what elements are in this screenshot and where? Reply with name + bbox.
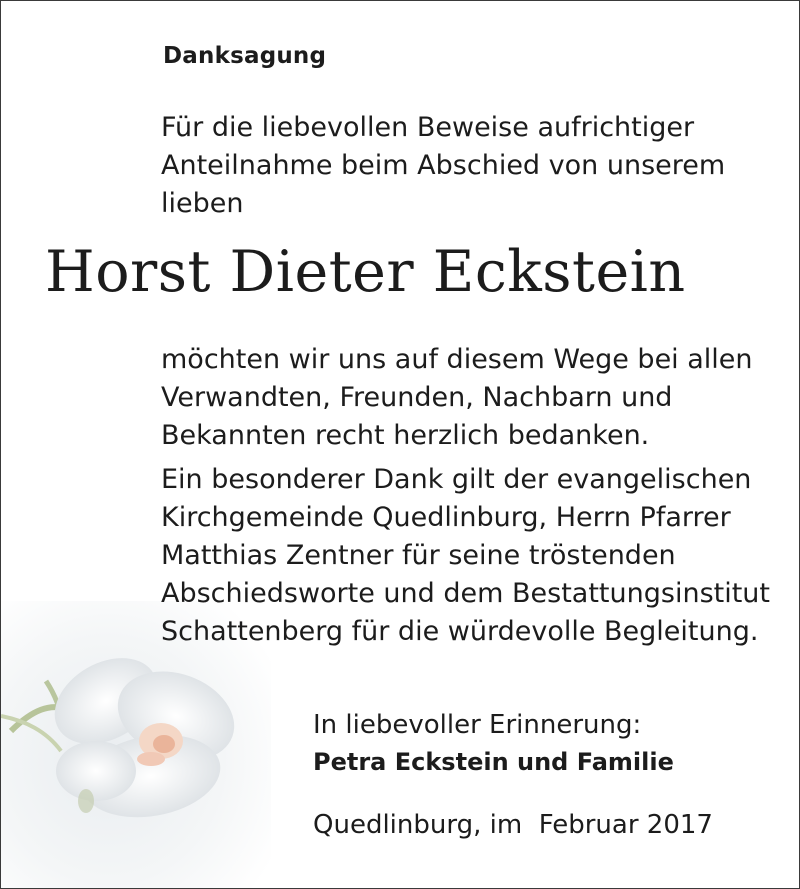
thanks-paragraph: möchten wir uns auf diesem Wege bei allen Verwandten, Freunden, Nachbarn und Bekannten recht herzlich bedanken. [161, 344, 753, 451]
family-signature: Petra Eckstein und Familie [313, 748, 674, 776]
place-date: Quedlinburg, im Februar 2017 [313, 810, 713, 840]
signoff-text: In liebevoller Erinnerung: [313, 710, 642, 740]
deceased-name: Horst Dieter Eckstein [45, 239, 686, 305]
intro-text: Für die liebevollen Beweise aufrichtiger Anteilnahme beim Abschied von unserem lieben [161, 112, 726, 219]
special-thanks-paragraph: Ein besonderer Dank gilt der evangelischen Kirchgemeinde Quedlinburg, Herrn Pfarrer Matthias Zentner für seine tröstenden Abschiedsworte und dem Bestattungsinstitut Schattenberg für die würdevolle Begleitung. [161, 464, 771, 647]
heading-danksagung: Danksagung [163, 43, 327, 69]
